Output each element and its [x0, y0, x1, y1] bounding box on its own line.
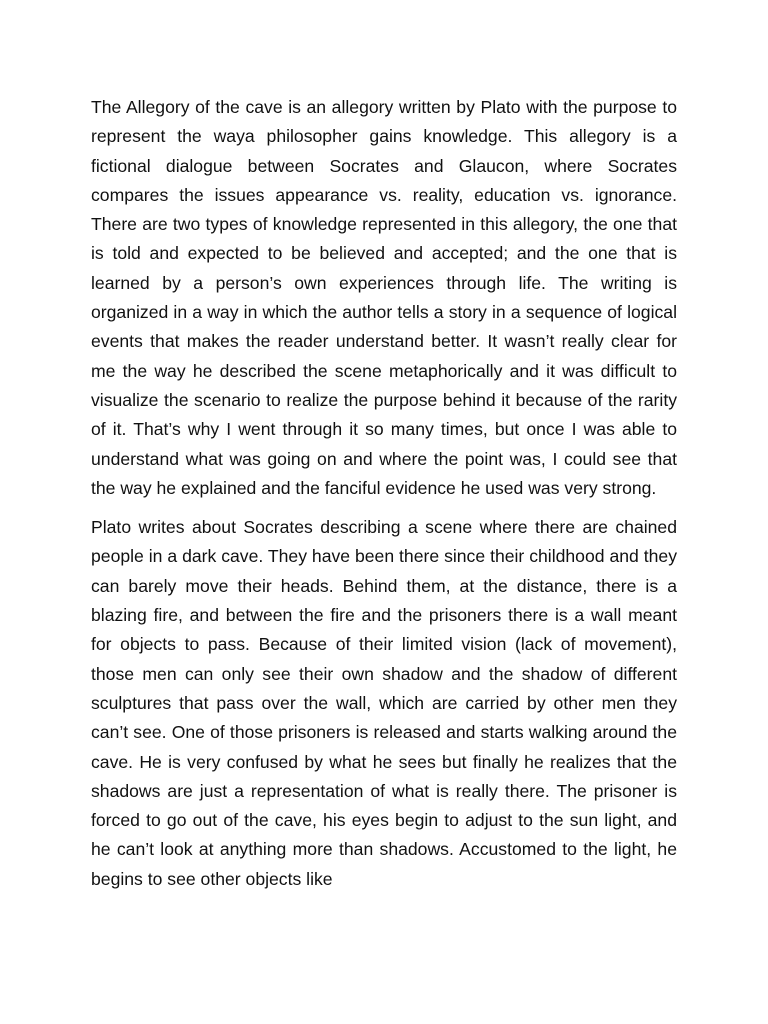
document-page	[91, 93, 677, 894]
paragraph-1: The Allegory of the cave is an allegory written by Plato with the purpose to represent the waya philosopher gains knowledge. This allegory is a fictional dialogue between Socrates and Glaucon, where Socrates compares the issues appearance vs. reality, education vs. ignorance. There are two types of knowledge represented in this allegory, the one that is told and expected to be believed and accepted; and the one that is learned by a person’s own experiences through life. The writing is organized in a way in which the author tells a story in a sequence of logical events that makes the reader understand better. It wasn’t really clear for me the way he described the scene metaphorically and it was difficult to visualize the scenario to realize the purpose behind it because of the rarity of it. That’s why I went through it so many times, but once I was able to understand what was going on and where the point was, I could see that the way he explained and the fanciful evidence he used was very strong.	[91, 97, 677, 498]
paragraph-2: Plato writes about Socrates describing a scene where there are chained people in a dark cave. They have been there since their childhood and they can barely move their heads. Behind them, at the distance, there is a blazing fire, and between the fire and the prisoners there is a wall meant for objects to pass. Because of their limited vision (lack of movement), those men can only see their own shadow and the shadow of different sculptures that pass over the wall, which are carried by other men they can’t see. One of those prisoners is released and starts walking around the cave. He is very confused by what he sees but finally he realizes that the shadows are just a representation of what is really there. The prisoner is forced to go out of the cave, his eyes begin to adjust to the sun light, and he can’t look at anything more than shadows. Accustomed to the light, he begins to see other objects like	[91, 517, 677, 889]
